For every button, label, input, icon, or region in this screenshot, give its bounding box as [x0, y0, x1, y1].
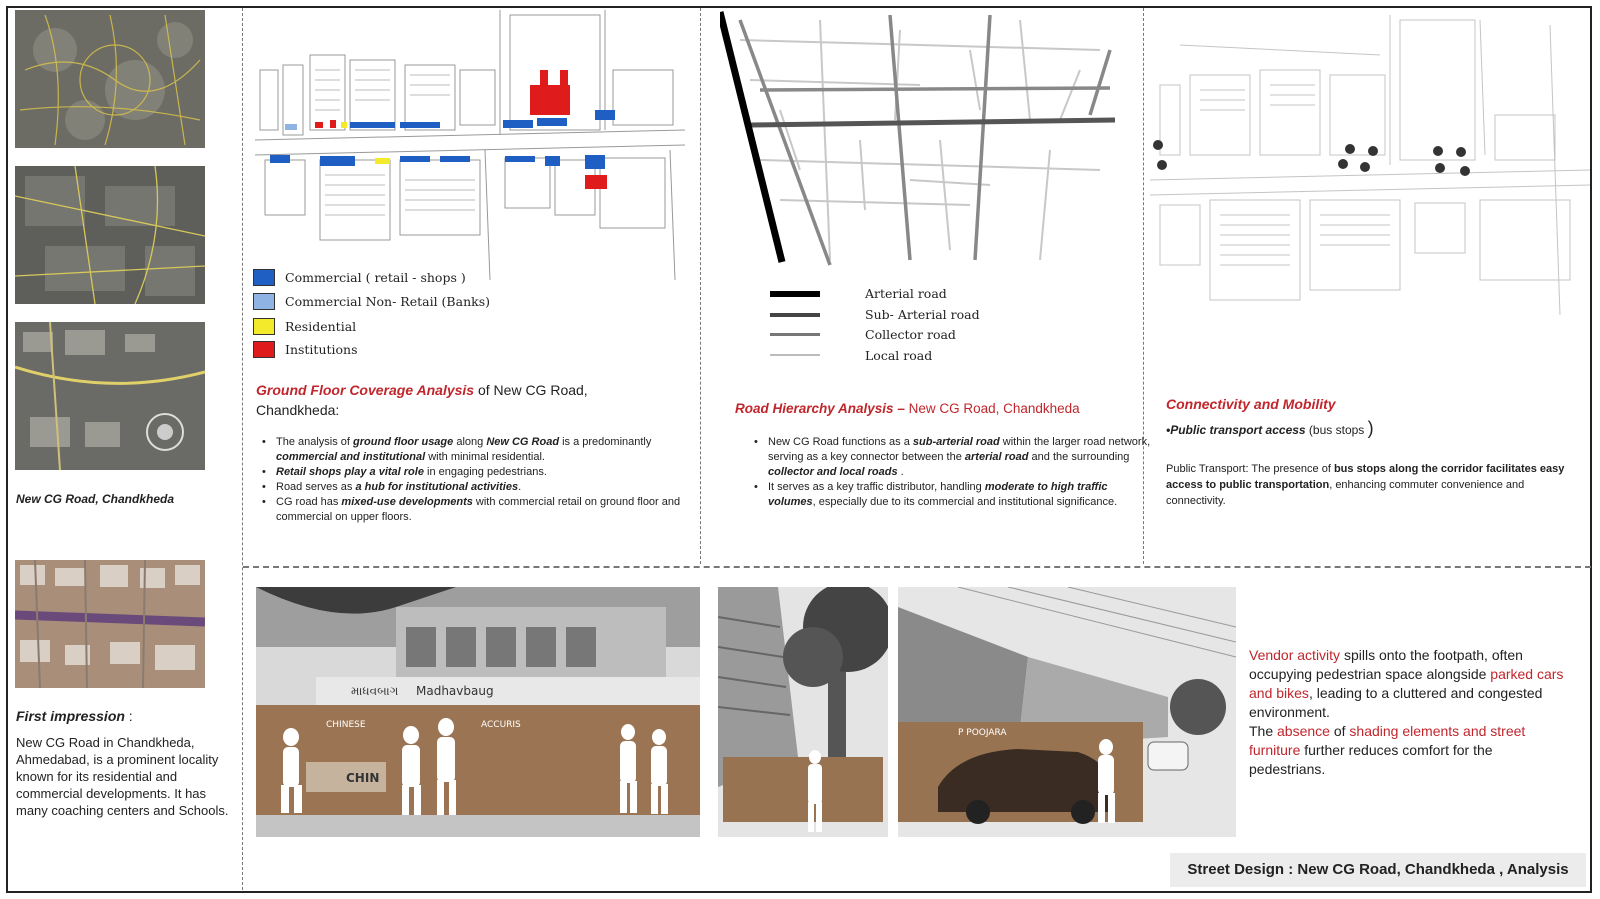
legend-swatch-residential — [253, 318, 275, 335]
legend-label: Commercial Non- Retail (Banks) — [285, 294, 490, 309]
legend-line-subarterial — [770, 313, 820, 317]
bullet-item: • CG road has mixed-use developments with commercial retail on ground floor and commercial on upper floors. — [276, 495, 696, 525]
bullet-item: • It serves as a key traffic distributor, handling moderate to high traffic volumes, especially due to its commercial and institutional significance. — [768, 480, 1153, 510]
first-impression-text: New CG Road in Chandkheda, Ahmedabad, is a prominent locality known for its residential and commercial developments. It has many coaching centers and Schools. — [16, 735, 229, 818]
connectivity-title: Connectivity and Mobility — [1166, 396, 1336, 412]
satellite-map-road-closeup — [15, 560, 205, 688]
legend-swatch-commercial-retail — [253, 269, 275, 286]
legend-line-collector — [770, 333, 820, 336]
connectivity-map — [1150, 15, 1590, 335]
road-hierarchy-map — [720, 10, 1120, 270]
road-hierarchy-title: Road Hierarchy Analysis – New CG Road, Chandkheda — [735, 401, 1080, 416]
connectivity-bullet: •Public transport access (bus stops ) — [1166, 418, 1374, 438]
satellite-map-neighbourhood — [15, 322, 205, 470]
photo-sign-3: ACCURIS — [481, 720, 521, 730]
ground-floor-bullets — [260, 435, 696, 525]
first-impression-title: First impression : — [16, 708, 133, 724]
divider-mid1 — [700, 8, 701, 564]
bullet-item: • The analysis of ground floor usage along New CG Road is a predominantly commercial and institutional with minimal residential. — [276, 435, 696, 465]
divider-horizontal — [243, 566, 1591, 568]
bullet-item: • Retail shops play a vital role in engaging pedestrians. — [276, 465, 696, 480]
connectivity-paragraph: Public Transport: The presence of bus stops along the corridor facilitates easy access to public transportation, enhancing commuter convenience and connectivity. — [1166, 463, 1565, 507]
legend-label: Residential — [285, 319, 357, 334]
legend-label: Commercial ( retail - shops ) — [285, 270, 466, 285]
photo-sign-6: P POOJARA — [958, 728, 1007, 738]
satellite-map-city — [15, 10, 205, 148]
divider-left — [242, 8, 243, 890]
legend-residential — [253, 318, 356, 335]
bullet-item: • Road serves as a hub for institutional activities. — [276, 480, 696, 495]
legend-commercial-retail — [253, 269, 466, 286]
legend-swatch-institutions — [253, 341, 275, 358]
legend-swatch-commercial-nonretail — [253, 293, 275, 310]
photo-sign-2: Madhavbaug — [416, 684, 494, 698]
street-photo-footpath — [718, 587, 888, 837]
photo-sign-1: માધવબાગ — [351, 684, 399, 698]
ground-floor-map — [255, 10, 685, 280]
photo-sign-4: CHINESE — [326, 720, 366, 730]
legend-institutions — [253, 341, 358, 358]
legend-label: Institutions — [285, 342, 358, 357]
street-description: Vendor activity spills onto the footpath, often occupying pedestrian space alongside parked cars and bikes, leading to a cluttered and congested environment. The absence of shading elements and street furniture further reduces comfort for the pedestrians. — [1249, 647, 1564, 777]
footer-title: Street Design : New CG Road, Chandkheda , Analysis — [1170, 853, 1586, 887]
legend-line-arterial — [770, 291, 820, 297]
legend-label-local: Local road — [865, 348, 933, 363]
left-map-caption: New CG Road, Chandkheda — [16, 492, 175, 506]
bullet-item: • New CG Road functions as a sub-arterial road within the larger road network, serving as a key connector between the arterial road and the surrounding collector and local roads . — [768, 435, 1153, 480]
legend-label-subarterial: Sub- Arterial road — [865, 307, 980, 322]
legend-label-collector: Collector road — [865, 327, 956, 342]
legend-label-arterial: Arterial road — [865, 286, 947, 301]
street-photo-shops — [256, 587, 700, 837]
road-hierarchy-bullets — [752, 435, 1153, 510]
street-photo-parked-cars — [898, 587, 1236, 837]
photo-sign-5: CHIN — [346, 771, 380, 785]
satellite-map-area — [15, 166, 205, 304]
ground-floor-title: Ground Floor Coverage Analysis of New CG Road, Chandkheda: — [256, 382, 588, 418]
legend-commercial-nonretail — [253, 293, 490, 310]
legend-line-local — [770, 354, 820, 356]
